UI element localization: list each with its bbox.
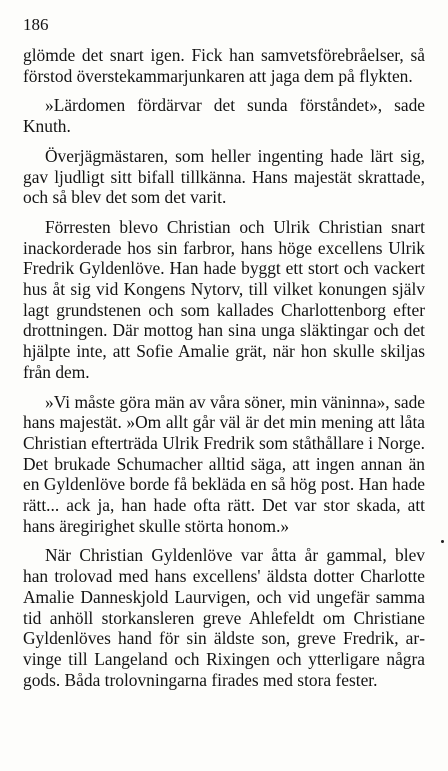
paragraph-continued: glömde det snart igen. Fick han samvetsförebråelser, så förstod överstekammarjunkaren att jaga dem på flykten.: [23, 45, 425, 86]
margin-dot: [441, 540, 444, 543]
paragraph-forresten: Förresten blevo Christian och Ulrik Christian snart inackorderade hos sin farbror, hans höge excellens Ulrik Fredrik Gyldenlöve. Han hade byggt ett stort och vackert hus åt sig vid Kongens Nytorv, till vilket konungen själv lagt grundstenen och som kallades Charlottenborg efter drottningen. Där mottog han sina unga släktingar och det hjälpte inte, att Sofie Amalie grät, när hon skulle skiljas från dem.: [23, 216, 425, 382]
page-number: 186: [23, 15, 49, 34]
paragraph-quote-knuth: »Lärdomen fördärvar det sunda förståndet», sade Knuth.: [23, 95, 425, 137]
paragraph-trolovning: När Christian Gyldenlöve var åtta år gammal, blev han trolovad med hans excellens' äldsta dotter Charlotte Amalie Danneskjold Laurvigen, och vid ungefär samma tid anhöll storkansleren greve Ahlefeldt om Christiane Gyldenlöves hand för sin äldste son, greve Fredrik, arvinge till Langeland och Rixingen och ytterligare några gods. Båda trolovningarna firades med stora fester.: [23, 545, 425, 690]
body-text: [23, 45, 425, 699]
paragraph-quote-majestat: »Vi måste göra män av våra söner, min väninna», sade hans majestät. »Om allt går väl är det min mening att låta Christian efterträda Ulrik Fredrik som ståthållare i Norge. Det brukade Schumacher alltid säga, att ingen annan än en Gyldenlöve borde få bekläda en så hög post. Han hade rätt... ack ja, han hade ofta rätt. Det var stor skada, att hans äregirighet skulle störta honom.»: [23, 391, 425, 536]
paragraph-overjagmastaren: Överjägmästaren, som heller ingenting hade lärt sig, gav ljudligt sitt bifall tillkänna. Hans majestät skrattade, och så blev det som det varit.: [23, 145, 425, 208]
